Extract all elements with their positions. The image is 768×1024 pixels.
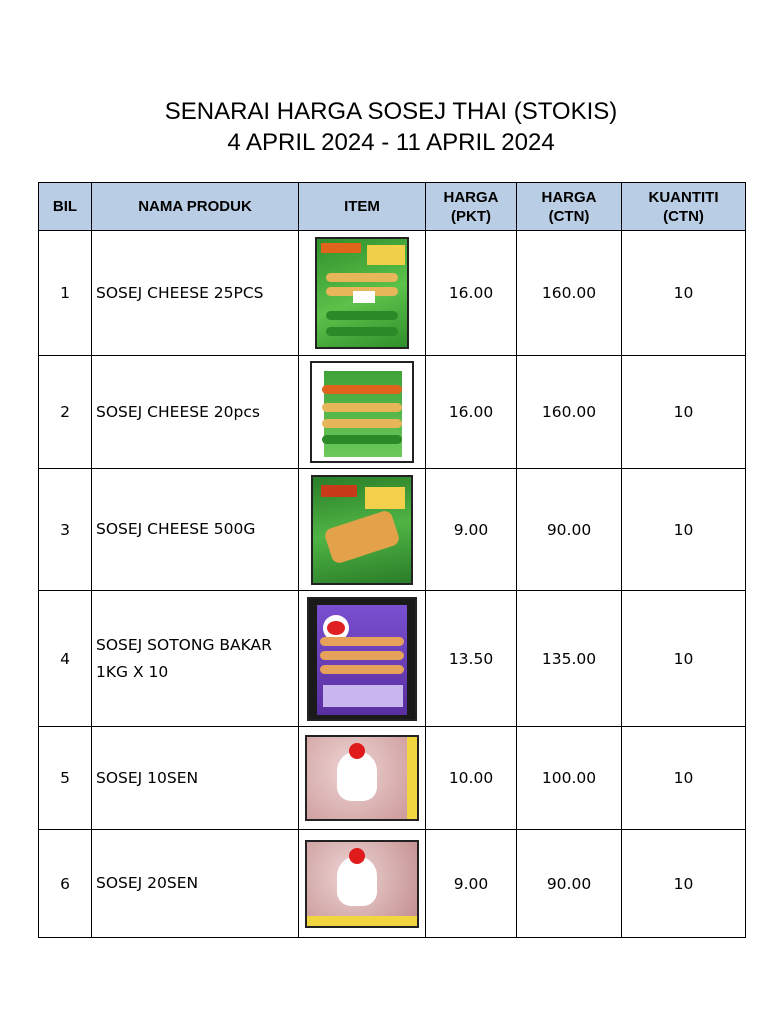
row-product-name-text: SOSEJ CHEESE 20pcs (96, 402, 260, 421)
header-row (39, 183, 746, 231)
row-product-name-text: SOSEJ 20SEN (96, 874, 199, 892)
table-row (39, 727, 746, 830)
sausage-stick (326, 273, 398, 282)
row-harga-ctn: 90.00 (517, 469, 622, 591)
pack-edge-stripe (407, 737, 417, 821)
row-kuantiti: 10 (622, 356, 746, 469)
chicken-brand-pack-image (305, 840, 419, 928)
purple-sausage-pack-image (307, 597, 417, 721)
green-sausage-pack-image (310, 361, 414, 463)
sausage-stick (322, 419, 402, 428)
row-kuantiti: 10 (622, 830, 746, 938)
header-nama-produk: NAMA PRODUK (92, 183, 299, 231)
sausage-stick (322, 403, 402, 412)
header-item: ITEM (299, 183, 426, 231)
row-item-image (299, 356, 426, 469)
row-harga-ctn: 160.00 (517, 356, 622, 469)
green-sausage-pack-image (311, 475, 413, 585)
row-harga-ctn: 90.00 (517, 830, 622, 938)
pack-label-stripe (321, 243, 361, 253)
row-harga-pkt: 10.00 (426, 727, 517, 830)
row-product-name (92, 727, 299, 830)
row-item-image (299, 830, 426, 938)
table-row (39, 231, 746, 356)
pack-label-block (323, 685, 403, 707)
sausage-stick (320, 665, 405, 674)
row-product-name-text: SOSEJ CHEESE 25PCS (96, 283, 264, 302)
row-kuantiti: 10 (622, 469, 746, 591)
price-table (38, 182, 746, 938)
row-product-name (92, 231, 299, 356)
sausage-bundle (323, 509, 401, 565)
row-product-name-text: SOSEJ CHEESE 500G (96, 520, 256, 538)
chicken-brand-pack-image (305, 735, 419, 821)
row-item-image (299, 591, 426, 727)
header-kuantiti-line2: (CTN) (663, 207, 704, 225)
pack-body (324, 371, 402, 457)
row-harga-ctn: 100.00 (517, 727, 622, 830)
row-item-image (299, 469, 426, 591)
header-kuantiti-line1: KUANTITI (648, 188, 719, 206)
sausage-stick (326, 311, 398, 320)
table-row (39, 591, 746, 727)
pack-label-stripe (321, 485, 357, 497)
sausage-stick (322, 435, 402, 444)
header-harga-ctn (517, 183, 622, 231)
sausage-stick (320, 651, 405, 660)
pack-logo-badge (327, 621, 345, 635)
header-harga-pkt-line1: HARGA (443, 188, 499, 206)
row-product-name (92, 830, 299, 938)
row-harga-pkt: 9.00 (426, 830, 517, 938)
pack-label-block (365, 487, 405, 509)
row-bil: 6 (39, 830, 92, 938)
green-sausage-pack-image (315, 237, 409, 349)
row-item-image (299, 727, 426, 830)
row-bil: 2 (39, 356, 92, 469)
row-harga-pkt: 16.00 (426, 356, 517, 469)
row-product-name (92, 469, 299, 591)
row-item-image (299, 231, 426, 356)
sausage-stick (320, 637, 405, 646)
chicken-comb-shape (349, 848, 365, 864)
row-product-name-line2: 1KG X 10 (96, 662, 169, 681)
title-line-2: 4 APRIL 2024 - 11 APRIL 2024 (227, 129, 555, 156)
document-title (0, 96, 768, 158)
header-harga-ctn-line1: HARGA (541, 188, 597, 206)
table-row (39, 356, 746, 469)
row-bil: 3 (39, 469, 92, 591)
sausage-stick (326, 327, 398, 336)
row-bil: 1 (39, 231, 92, 356)
row-product-name-line1: SOSEJ SOTONG BAKAR (96, 635, 272, 654)
chicken-comb-shape (349, 743, 365, 759)
row-bil: 4 (39, 591, 92, 727)
row-harga-ctn: 160.00 (517, 231, 622, 356)
row-product-name (92, 591, 299, 727)
row-kuantiti: 10 (622, 727, 746, 830)
row-kuantiti: 10 (622, 591, 746, 727)
row-product-name (92, 356, 299, 469)
table-row (39, 830, 746, 938)
header-harga-ctn-line2: (CTN) (548, 207, 590, 225)
row-harga-ctn: 135.00 (517, 591, 622, 727)
header-kuantiti (622, 183, 746, 231)
row-bil: 5 (39, 727, 92, 830)
row-harga-pkt: 16.00 (426, 231, 517, 356)
header-harga-pkt (426, 183, 517, 231)
row-kuantiti: 10 (622, 231, 746, 356)
pack-label-block (367, 245, 405, 265)
row-harga-pkt: 9.00 (426, 469, 517, 591)
pack-edge-stripe (307, 916, 419, 926)
header-bil: BIL (39, 183, 92, 231)
title-line-1: SENARAI HARGA SOSEJ THAI (STOKIS) (164, 98, 618, 125)
sausage-stick (322, 385, 402, 394)
header-harga-pkt-line2: (PKT) (451, 207, 491, 225)
row-product-name-text: SOSEJ 10SEN (96, 768, 199, 787)
pack-sticker (353, 291, 375, 303)
table-row (39, 469, 746, 591)
row-harga-pkt: 13.50 (426, 591, 517, 727)
